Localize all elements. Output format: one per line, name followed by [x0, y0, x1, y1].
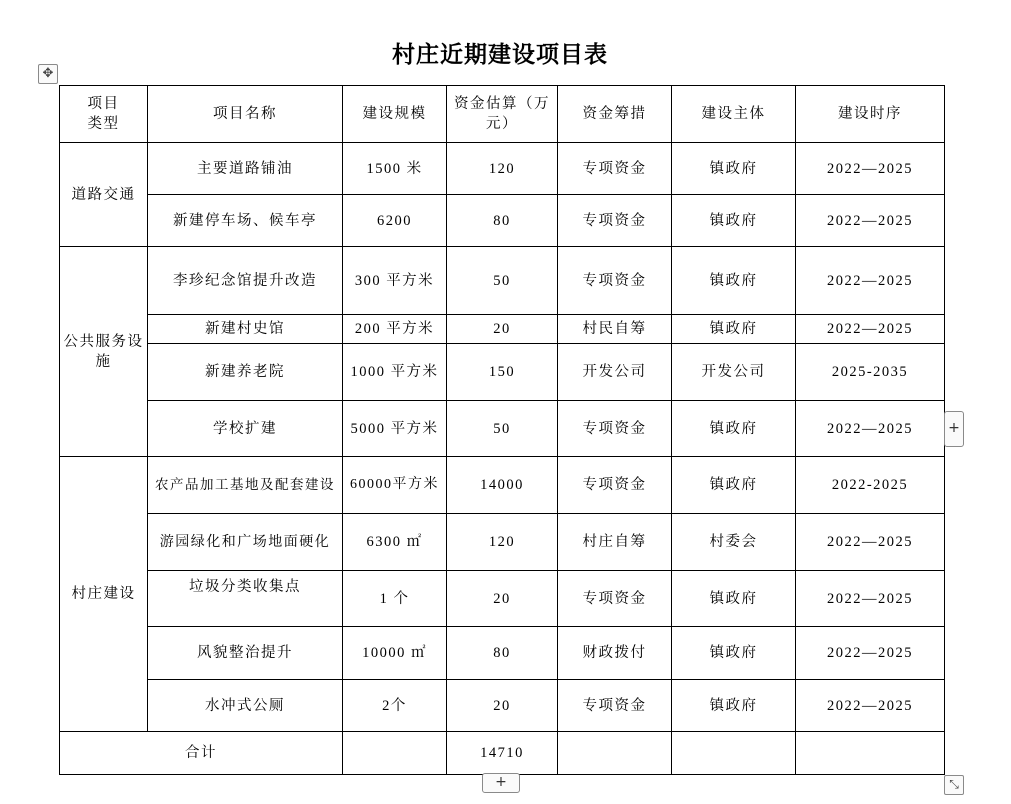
cell-scale[interactable]: 200 平方米 [343, 315, 447, 344]
cell-schedule[interactable]: 2022—2025 [796, 571, 945, 627]
cell-funding[interactable]: 开发公司 [558, 344, 672, 401]
cell-funding[interactable]: 专项资金 [558, 401, 672, 457]
header-schedule[interactable]: 建设时序 [796, 86, 945, 143]
table-row [60, 680, 945, 732]
cell-budget[interactable]: 20 [447, 680, 558, 732]
total-scale-empty[interactable] [343, 732, 447, 775]
cell-owner[interactable]: 开发公司 [672, 344, 796, 401]
cell-owner[interactable]: 镇政府 [672, 627, 796, 680]
cell-funding[interactable]: 专项资金 [558, 247, 672, 315]
header-owner[interactable]: 建设主体 [672, 86, 796, 143]
table-resize-handle-icon[interactable]: ⤡ [944, 775, 964, 795]
header-funding[interactable]: 资金筹措 [558, 86, 672, 143]
cell-owner[interactable]: 镇政府 [672, 315, 796, 344]
cell-name[interactable]: 垃圾分类收集点 [148, 571, 343, 627]
table-row [60, 457, 945, 514]
table-row [60, 315, 945, 344]
cell-budget[interactable]: 150 [447, 344, 558, 401]
cell-budget[interactable]: 120 [447, 514, 558, 571]
cell-funding[interactable]: 专项资金 [558, 143, 672, 195]
cell-name[interactable]: 游园绿化和广场地面硬化 [148, 514, 343, 571]
total-budget[interactable]: 14710 [447, 732, 558, 775]
header-budget[interactable]: 资金估算（万元） [447, 86, 558, 143]
table-row [60, 571, 945, 627]
cell-owner[interactable]: 镇政府 [672, 571, 796, 627]
cell-name[interactable]: 农产品加工基地及配套建设 [148, 457, 343, 514]
table-row [60, 143, 945, 195]
cell-owner[interactable]: 镇政府 [672, 401, 796, 457]
cell-budget[interactable]: 80 [447, 627, 558, 680]
cell-schedule[interactable]: 2022—2025 [796, 627, 945, 680]
cell-funding[interactable]: 专项资金 [558, 457, 672, 514]
cell-budget[interactable]: 80 [447, 195, 558, 247]
cell-name[interactable]: 新建养老院 [148, 344, 343, 401]
cell-budget[interactable]: 120 [447, 143, 558, 195]
table-move-handle-icon[interactable]: ✥ [38, 64, 58, 84]
cell-name[interactable]: 风貌整治提升 [148, 627, 343, 680]
add-column-button[interactable]: + [944, 411, 964, 447]
total-label[interactable]: 合计 [60, 732, 343, 775]
project-table [59, 85, 945, 775]
cell-owner[interactable]: 镇政府 [672, 247, 796, 315]
cell-scale[interactable]: 6300 ㎡ [343, 514, 447, 571]
group-village[interactable]: 村庄建设 [60, 457, 148, 732]
cell-scale[interactable]: 2个 [343, 680, 447, 732]
cell-funding[interactable]: 专项资金 [558, 195, 672, 247]
cell-scale[interactable]: 60000平方米 [343, 457, 447, 514]
table-row [60, 344, 945, 401]
cell-budget[interactable]: 20 [447, 315, 558, 344]
cell-name[interactable]: 新建停车场、候车亭 [148, 195, 343, 247]
cell-budget[interactable]: 20 [447, 571, 558, 627]
cell-name[interactable]: 李珍纪念馆提升改造 [148, 247, 343, 315]
table-row [60, 514, 945, 571]
cell-name[interactable]: 主要道路铺油 [148, 143, 343, 195]
table-row [60, 195, 945, 247]
cell-scale[interactable]: 1000 平方米 [343, 344, 447, 401]
document-title: 村庄近期建设项目表 [392, 42, 608, 68]
table-row [60, 627, 945, 680]
cell-schedule[interactable]: 2022—2025 [796, 247, 945, 315]
total-schedule-empty[interactable] [796, 732, 945, 775]
cell-owner[interactable]: 镇政府 [672, 680, 796, 732]
total-owner-empty[interactable] [672, 732, 796, 775]
cell-scale[interactable]: 10000 ㎡ [343, 627, 447, 680]
cell-schedule[interactable]: 2022-2025 [796, 457, 945, 514]
cell-budget[interactable]: 14000 [447, 457, 558, 514]
total-funding-empty[interactable] [558, 732, 672, 775]
cell-scale[interactable]: 1500 米 [343, 143, 447, 195]
cell-scale[interactable]: 300 平方米 [343, 247, 447, 315]
cell-schedule[interactable]: 2022—2025 [796, 195, 945, 247]
cell-owner[interactable]: 镇政府 [672, 143, 796, 195]
cell-name[interactable]: 水冲式公厕 [148, 680, 343, 732]
add-row-button[interactable]: + [482, 773, 520, 793]
cell-name[interactable]: 学校扩建 [148, 401, 343, 457]
total-row [60, 732, 945, 775]
cell-schedule[interactable]: 2022—2025 [796, 143, 945, 195]
cell-schedule[interactable]: 2022—2025 [796, 680, 945, 732]
cell-owner[interactable]: 镇政府 [672, 195, 796, 247]
cell-funding[interactable]: 村庄自筹 [558, 514, 672, 571]
cell-scale[interactable]: 1 个 [343, 571, 447, 627]
group-public[interactable]: 公共服务设施 [60, 247, 148, 457]
cell-funding[interactable]: 专项资金 [558, 680, 672, 732]
cell-schedule[interactable]: 2025-2035 [796, 344, 945, 401]
cell-funding[interactable]: 村民自筹 [558, 315, 672, 344]
cell-budget[interactable]: 50 [447, 247, 558, 315]
table-row [60, 401, 945, 457]
cell-owner[interactable]: 镇政府 [672, 457, 796, 514]
cell-name[interactable]: 新建村史馆 [148, 315, 343, 344]
header-name[interactable]: 项目名称 [148, 86, 343, 143]
cell-funding[interactable]: 专项资金 [558, 571, 672, 627]
cell-scale[interactable]: 5000 平方米 [343, 401, 447, 457]
cell-budget[interactable]: 50 [447, 401, 558, 457]
cell-owner[interactable]: 村委会 [672, 514, 796, 571]
header-scale[interactable]: 建设规模 [343, 86, 447, 143]
header-row [60, 86, 945, 143]
group-road[interactable]: 道路交通 [60, 143, 148, 247]
header-type[interactable]: 项目 类型 [60, 86, 148, 143]
cell-schedule[interactable]: 2022—2025 [796, 315, 945, 344]
cell-scale[interactable]: 6200 [343, 195, 447, 247]
cell-schedule[interactable]: 2022—2025 [796, 514, 945, 571]
table-row [60, 247, 945, 315]
cell-schedule[interactable]: 2022—2025 [796, 401, 945, 457]
cell-funding[interactable]: 财政拨付 [558, 627, 672, 680]
